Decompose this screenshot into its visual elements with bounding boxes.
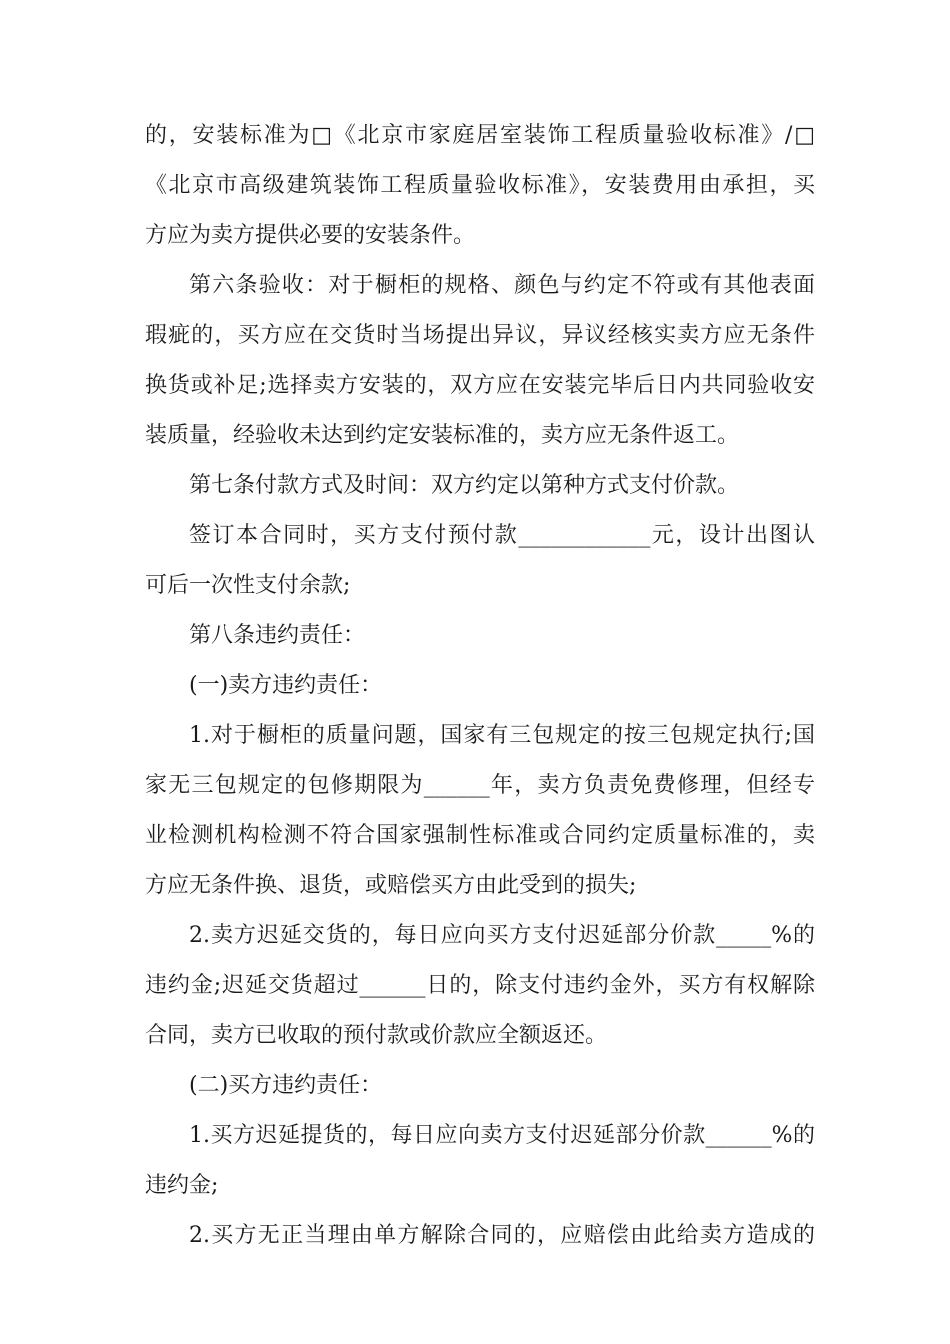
subsection-heading: (二)买方违约责任：: [189, 1073, 383, 1098]
text-line: 瑕疵的，买方应在交货时当场提出异议，异议经核实卖方应无条件: [145, 323, 815, 348]
paragraph-start-line: 第七条付款方式及时间：双方约定以第种方式支付价款。: [189, 473, 740, 498]
text-line: 的，安装标准为□《北京市家庭居室装饰工程质量验收标准》/□: [145, 123, 815, 148]
subsection-heading: (一)卖方违约责任：: [189, 673, 383, 698]
paragraph-start-line: 第六条验收：对于橱柜的规格、颜色与约定不符或有其他表面: [189, 273, 815, 298]
paragraph-start-line: 1.对于橱柜的质量问题，国家有三包规定的按三包规定执行;国: [189, 723, 815, 748]
text-line: 违约金;迟延交货超过______日的，除支付违约金外，买方有权解除: [145, 973, 815, 998]
paragraph-start-line: 1.买方迟延提货的，每日应向卖方支付迟延部分价款______%的: [189, 1123, 815, 1148]
text-line: 方应为卖方提供必要的安装条件。: [145, 223, 476, 248]
paragraph-start-line: 签订本合同时，买方支付预付款____________元，设计出图认: [189, 523, 815, 548]
text-line: 方应无条件换、退货，或赔偿买方由此受到的损失;: [145, 873, 637, 898]
text-line: 换货或补足;选择卖方安装的，双方应在安装完毕后日内共同验收安: [145, 373, 815, 398]
text-line: 《北京市高级建筑装饰工程质量验收标准》，安装费用由承担，买: [145, 173, 815, 198]
text-line: 装质量，经验收未达到约定安装标准的，卖方应无条件返工。: [145, 423, 740, 448]
text-line: 违约金;: [145, 1173, 219, 1198]
text-line: 家无三包规定的包修期限为______年，卖方负责免费修理，但经专: [145, 773, 815, 798]
text-line: 合同，卖方已收取的预付款或价款应全额返还。: [145, 1023, 608, 1048]
paragraph-start-line: 2.卖方迟延交货的，每日应向买方支付迟延部分价款_____%的: [189, 923, 815, 948]
text-line: 可后一次性支付余款;: [145, 573, 351, 598]
section-heading: 第八条违约责任：: [189, 623, 366, 648]
paragraph-start-line: 2.买方无正当理由单方解除合同的，应赔偿由此给卖方造成的: [189, 1223, 815, 1248]
text-line: 业检测机构检测不符合国家强制性标准或合同约定质量标准的，卖: [145, 823, 815, 848]
